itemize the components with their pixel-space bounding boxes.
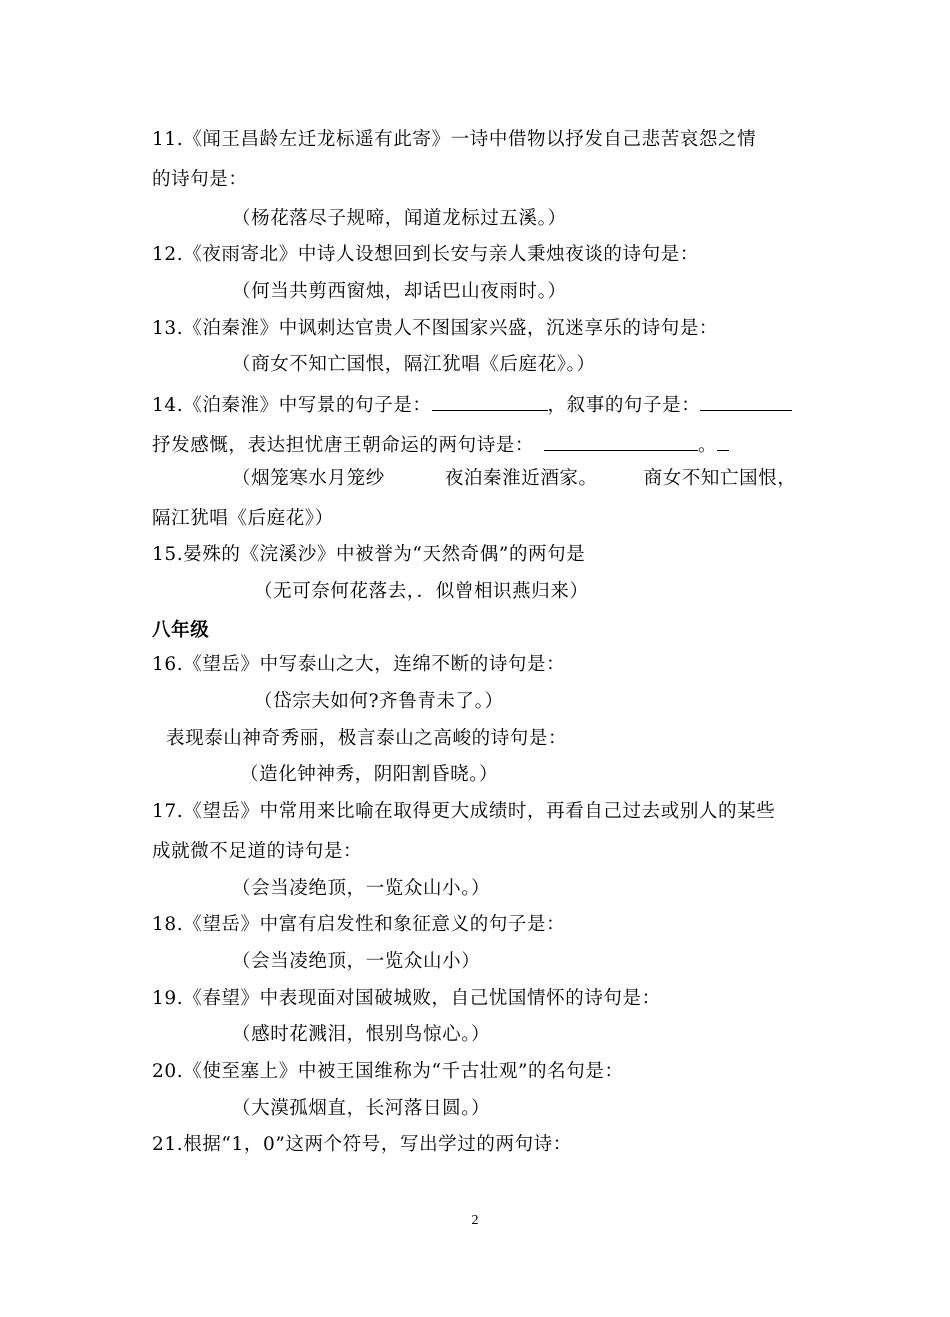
q19-answer: （感时花溅泪，恨别鸟惊心。） — [232, 1024, 491, 1045]
q14-blank-emotion[interactable] — [544, 430, 698, 451]
q14-answer-b: 夜泊秦淮近酒家。 — [444, 468, 598, 489]
q13-answer: （商女不知亡国恨，隔江犹唱《后庭花》。） — [232, 354, 596, 375]
q14-answer-line2: 隔江犹唱《后庭花》） — [152, 508, 334, 529]
q14-blank-scenery[interactable] — [432, 390, 548, 411]
q14-part2: ，叙事的句子是： — [547, 395, 701, 416]
q15-question: 15.晏殊的《浣溪沙》中被誉为“天然奇偶”的两句是 — [152, 544, 586, 565]
q12-answer: （何当共剪西窗烛，却话巴山夜雨时。） — [232, 281, 567, 302]
q21-question: 21.根据“1，0”这两个符号，写出学过的两句诗： — [152, 1134, 572, 1155]
q14-question-line1 — [152, 390, 792, 418]
q11-answer: （杨花落尽子规啼，闻道龙标过五溪。） — [232, 208, 567, 229]
q18-answer: （会当凌绝顶，一览众山小） — [232, 951, 481, 972]
q14-part1: 14.《泊秦淮》中写景的句子是： — [152, 395, 432, 416]
q14-answer-line1 — [232, 467, 796, 491]
q16-sub-answer: （造化钟神秀，阴阳割昏晓。） — [240, 764, 499, 785]
q16-question: 16.《望岳》中写泰山之大，连绵不断的诗句是： — [152, 654, 566, 675]
q14-question-line2 — [152, 430, 729, 458]
q16-sub-question: 表现泰山神奇秀丽，极言泰山之高峻的诗句是： — [166, 728, 568, 749]
q17-answer: （会当凌绝顶，一览众山小。） — [232, 878, 491, 899]
q20-answer: （大漠孤烟直，长河落日圆。） — [232, 1098, 491, 1119]
q11-question-line2: 的诗句是： — [152, 169, 248, 190]
q17-question-line2: 成就微不足道的诗句是： — [152, 841, 363, 862]
q17-question-line1: 17.《望岳》中常用来比喻在取得更大成绩时，再看自己过去或别人的某些 — [152, 801, 776, 822]
q14-answer-c: 商女不知亡国恨， — [643, 468, 797, 489]
q14-line2-text: 抒发感慨，表达担忧唐王朝命运的两句诗是： — [152, 435, 535, 456]
q19-question: 19.《春望》中表现面对国破城败，自己忧国情怀的诗句是： — [152, 988, 661, 1009]
q16-answer: （岱宗夫如何?齐鲁青未了。） — [254, 691, 504, 712]
q12-question: 12.《夜雨寄北》中诗人设想回到长安与亲人秉烛夜谈的诗句是： — [152, 244, 699, 265]
q14-line2-end: 。 — [698, 435, 718, 456]
page-number: 2 — [471, 1213, 479, 1228]
q14-answer-a: （烟笼寒水月笼纱 — [232, 468, 385, 489]
q13-question: 13.《泊秦淮》中讽刺达官贵人不图国家兴盛，沉迷享乐的诗句是： — [152, 318, 719, 339]
q18-question: 18.《望岳》中富有启发性和象征意义的句子是： — [152, 914, 566, 935]
q14-blank-narrative[interactable] — [700, 390, 792, 411]
q11-question-line1: 11.《闻王昌龄左迁龙标遥有此寄》一诗中借物以抒发自己悲苦哀怨之情 — [152, 129, 757, 150]
q15-answer: （无可奈何花落去，．似曾相识燕归来） — [254, 581, 589, 602]
section-heading-grade8: 八年级 — [152, 620, 210, 641]
q20-question: 20.《使至塞上》中被王国维称为“千古壮观”的名句是： — [152, 1061, 624, 1082]
